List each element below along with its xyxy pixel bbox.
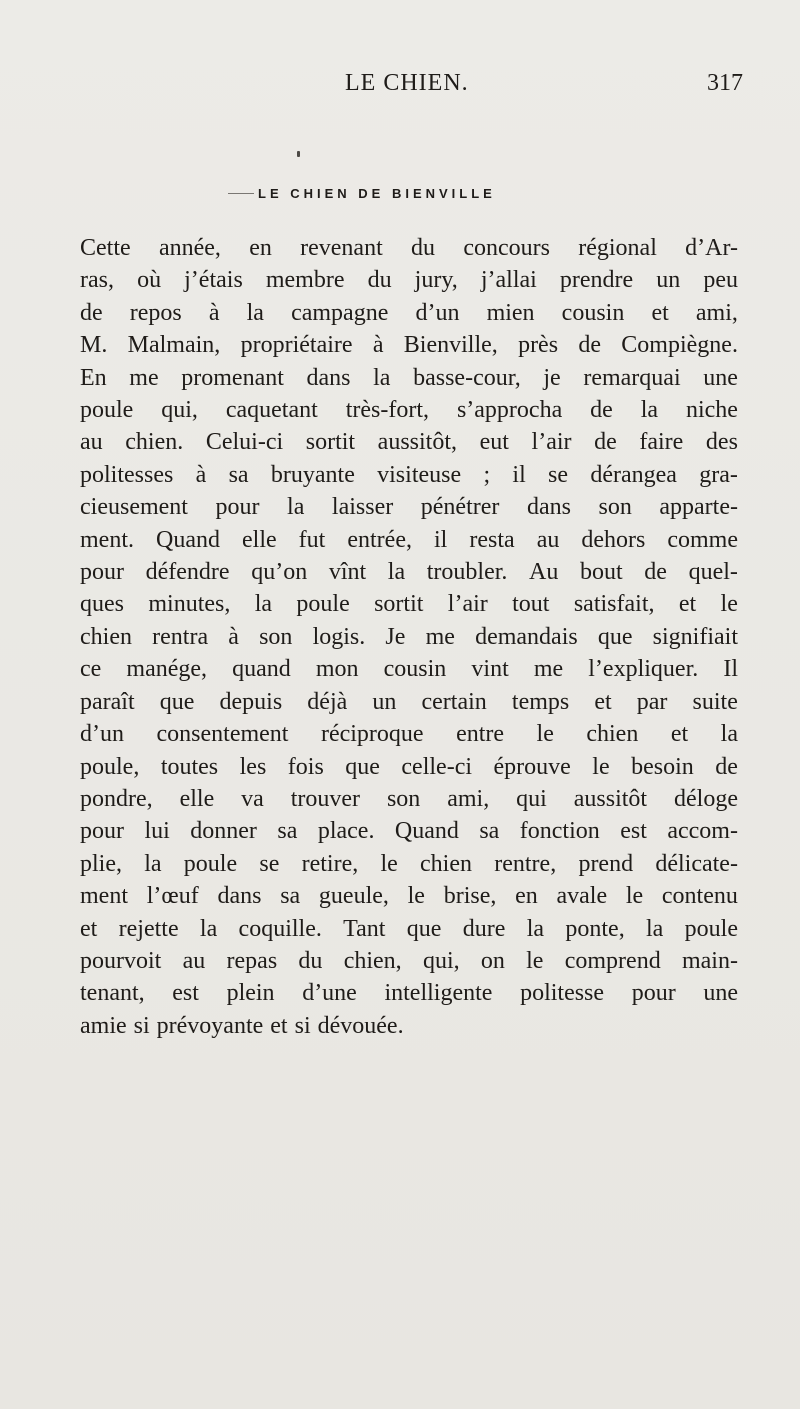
text-line (80, 1010, 738, 1042)
word: que (406, 915, 442, 942)
word: tout (512, 591, 550, 618)
word: vint (471, 656, 509, 683)
word: ques (80, 591, 124, 618)
word: de (578, 332, 601, 359)
word: un (372, 688, 397, 715)
word: dans (526, 494, 571, 521)
word: aussitôt, (377, 429, 458, 456)
word: réciproque (320, 721, 424, 748)
word: comprend (564, 947, 661, 974)
word: concours (463, 235, 550, 261)
word: près (518, 332, 559, 359)
word: peu (703, 267, 738, 294)
word: retire, (301, 850, 359, 877)
word: rejette (118, 915, 179, 942)
word: chien (586, 721, 639, 748)
word: me (129, 364, 159, 391)
word: caquetant (225, 397, 318, 424)
running-title: LE CHIEN. (345, 70, 469, 96)
word: chien (80, 623, 132, 650)
word: sortit (305, 429, 356, 456)
word: consentement (156, 721, 289, 748)
word: tenant, (80, 980, 145, 1007)
word: la (287, 494, 305, 521)
word: Malmain, (127, 332, 221, 359)
word: déloge (674, 785, 738, 812)
word: minutes, (148, 591, 231, 618)
word: satisfait, (573, 591, 655, 618)
word: contenu (661, 883, 738, 910)
word: délicate- (655, 850, 738, 877)
word: le (625, 883, 644, 910)
word: promenant (181, 364, 284, 391)
word: l’air (447, 591, 488, 618)
word: entrée, (347, 526, 412, 553)
word: eut (479, 429, 509, 456)
text-line (80, 621, 738, 653)
word: à (228, 623, 239, 650)
text-line (80, 264, 738, 296)
word: mon (315, 656, 359, 683)
word: que (159, 688, 195, 715)
word: si (294, 1012, 311, 1039)
word: politesse (520, 980, 605, 1007)
word: Bienville, (403, 332, 498, 359)
word: niche (685, 397, 738, 424)
word: manége, (126, 656, 208, 683)
word: le (380, 850, 398, 877)
word: fois (287, 753, 324, 780)
word: Quand (156, 526, 220, 553)
word: la (254, 591, 273, 618)
text-line (80, 459, 738, 491)
running-head (0, 70, 800, 106)
word: au (80, 429, 103, 456)
word: ; (483, 461, 491, 488)
word: la (373, 364, 391, 391)
word: j’étais (184, 267, 243, 294)
word: sa (228, 461, 249, 488)
word: et (678, 591, 697, 618)
word: revenant (300, 235, 383, 261)
word: le (592, 753, 610, 780)
word: dévouée. (317, 1012, 404, 1039)
word: prend (578, 850, 634, 877)
text-line (80, 426, 738, 458)
word: basse-cour, (413, 364, 521, 391)
word: où (137, 267, 162, 294)
word: régional (578, 235, 657, 261)
word: plie, (80, 850, 122, 877)
word: faire (639, 429, 684, 456)
word: comme (667, 526, 738, 553)
word: membre (265, 267, 345, 294)
word: du (298, 947, 323, 974)
word: bout (580, 559, 623, 586)
word: la (144, 850, 162, 877)
word: en (515, 883, 538, 910)
page-number: 317 (707, 70, 743, 96)
word: quel- (688, 559, 738, 586)
word: En (80, 364, 107, 391)
text-line (80, 880, 738, 912)
text-line (80, 588, 738, 620)
text-line (80, 297, 738, 329)
word: temps (511, 688, 570, 715)
word: son (259, 623, 293, 650)
word: année, (158, 235, 221, 261)
word: je (543, 364, 561, 391)
word: pénétrer (420, 494, 500, 521)
text-line (80, 977, 738, 1009)
word: du (411, 235, 436, 261)
word: au (182, 947, 206, 974)
word: sa (277, 818, 298, 845)
word: besoin (631, 753, 694, 780)
word: et (270, 1012, 288, 1039)
word: le (407, 883, 425, 910)
word: jury, (414, 267, 458, 294)
word: fonction (519, 818, 600, 845)
word: en (249, 235, 272, 261)
word: son (386, 785, 421, 812)
word: les (239, 753, 267, 780)
word: rentre, (494, 850, 557, 877)
word: ce (80, 656, 102, 683)
text-line (80, 783, 738, 815)
word: et (80, 915, 98, 942)
word: ras, (80, 267, 114, 294)
word: du (367, 267, 392, 294)
word: poule (296, 591, 350, 618)
word: fut (298, 526, 326, 553)
word: cousin (383, 656, 447, 683)
word: chien (420, 850, 472, 877)
word: suite (692, 688, 738, 715)
word: plein (226, 980, 275, 1007)
word: repos (129, 299, 182, 326)
word: me (533, 656, 564, 683)
word: poule (684, 915, 738, 942)
word: gra- (699, 461, 738, 488)
word: pour (631, 980, 676, 1007)
text-line (80, 945, 738, 977)
ink-dash (228, 193, 254, 194)
word: à (195, 461, 207, 488)
word: place. (317, 818, 375, 845)
word: par (636, 688, 668, 715)
word: de (644, 559, 667, 586)
word: sortit (374, 591, 424, 618)
word: resta (469, 526, 515, 553)
word: rentra (152, 623, 209, 650)
word: repas (226, 947, 278, 974)
word: d’Ar- (685, 235, 738, 261)
word: j’allai (480, 267, 537, 294)
word: Tant (343, 915, 386, 942)
text-line (80, 232, 738, 264)
word: cieusement (80, 494, 188, 521)
word: logis. (312, 623, 366, 650)
word: il (512, 461, 526, 488)
word: la (720, 721, 738, 748)
word: lui (144, 818, 170, 845)
word: amie (80, 1012, 127, 1039)
word: qu’on (251, 559, 308, 586)
ink-speck (297, 151, 300, 157)
text-line (80, 394, 738, 426)
word: dans (217, 883, 262, 910)
word: quand (232, 656, 291, 683)
word: dehors (581, 526, 646, 553)
word: de (80, 299, 103, 326)
word: laisser (331, 494, 394, 521)
word: un (656, 267, 681, 294)
word: au (536, 526, 560, 553)
word: cousin (561, 299, 625, 326)
word: poule (80, 397, 134, 424)
word: prévoyante (156, 1012, 264, 1039)
word: demandais (475, 623, 578, 650)
word: intelligente (384, 980, 493, 1007)
word: est (620, 818, 647, 845)
word: s’approcha (456, 397, 563, 424)
word: ponte, (565, 915, 625, 942)
word: remarquai (583, 364, 681, 391)
word: l’air (531, 429, 572, 456)
word: sa (479, 818, 500, 845)
text-line (80, 491, 738, 523)
word: troubler. (426, 559, 508, 586)
word: et (594, 688, 612, 715)
word: si (133, 1012, 150, 1039)
word: campagne (291, 299, 389, 326)
word: bruyante (270, 461, 355, 488)
word: le (526, 947, 544, 974)
text-line (80, 524, 738, 556)
word: M. (80, 332, 108, 359)
word: toutes (160, 753, 219, 780)
word: ami, (447, 785, 490, 812)
word: d’une (302, 980, 357, 1007)
text-line (80, 848, 738, 880)
word: propriétaire (240, 332, 353, 359)
word: mien (486, 299, 535, 326)
word: de (590, 397, 613, 424)
text-line (80, 329, 738, 361)
text-line (80, 751, 738, 783)
word: et (670, 721, 689, 748)
word: Il (723, 656, 738, 683)
word: qui, (422, 947, 460, 974)
body-paragraph (80, 232, 738, 1042)
word: on (480, 947, 505, 974)
word: ment (80, 883, 128, 910)
text-line (80, 686, 738, 718)
text-line (80, 653, 738, 685)
word: va (241, 785, 264, 812)
word: défendre (145, 559, 230, 586)
word: pour (80, 559, 124, 586)
section-title: LE CHIEN DE BIENVILLE (258, 186, 496, 201)
word: Je (385, 623, 406, 650)
word: poule (183, 850, 238, 877)
word: que (345, 753, 380, 780)
word: certain (421, 688, 487, 715)
word: avale (556, 883, 608, 910)
word: à (372, 332, 384, 359)
word: le (536, 721, 554, 748)
word: aussitôt (573, 785, 648, 812)
word: la (640, 397, 659, 424)
word: main- (681, 947, 738, 974)
word: dérangea (590, 461, 677, 488)
word: la (199, 915, 218, 942)
word: l’expliquer. (588, 656, 699, 683)
word: politesses (80, 461, 174, 488)
text-line (80, 913, 738, 945)
word: il (434, 526, 448, 553)
word: dans (306, 364, 351, 391)
text-line (80, 556, 738, 588)
word: ment. (80, 526, 134, 553)
word: déjà (307, 688, 348, 715)
word: d’un (415, 299, 460, 326)
word: la (387, 559, 406, 586)
word: prendre (559, 267, 634, 294)
word: Compiègne. (621, 332, 738, 359)
word: dure (462, 915, 506, 942)
word: entre (456, 721, 505, 748)
word: ami, (695, 299, 738, 326)
word: accom- (667, 818, 738, 845)
word: trouver (290, 785, 361, 812)
word: poule, (80, 753, 140, 780)
word: chien. (125, 429, 184, 456)
word: pour (215, 494, 260, 521)
word: Cette (80, 235, 131, 261)
word: son (598, 494, 632, 521)
word: visiteuse (377, 461, 462, 488)
word: pondre, (80, 785, 153, 812)
word: Celui-ci (205, 429, 284, 456)
text-line (80, 718, 738, 750)
text-line (80, 362, 738, 394)
word: et (651, 299, 669, 326)
word: elle (179, 785, 215, 812)
word: éprouve (493, 753, 571, 780)
word: la (526, 915, 545, 942)
word: la (246, 299, 264, 326)
word: Au (529, 559, 559, 586)
word: très-fort, (345, 397, 430, 424)
word: signifiait (652, 623, 738, 650)
word: apparte- (659, 494, 738, 521)
word: de (594, 429, 617, 456)
word: des (705, 429, 738, 456)
word: donner (190, 818, 257, 845)
word: Quand (394, 818, 459, 845)
word: qui, (161, 397, 198, 424)
word: qui (516, 785, 547, 812)
word: se (548, 461, 569, 488)
word: l’œuf (146, 883, 199, 910)
word: pourvoit (80, 947, 162, 974)
word: une (703, 980, 738, 1007)
text-line (80, 815, 738, 847)
word: coquille. (238, 915, 322, 942)
word: pour (80, 818, 124, 845)
word: est (172, 980, 199, 1007)
word: me (425, 623, 455, 650)
word: paraît (80, 688, 135, 715)
word: se (259, 850, 280, 877)
word: depuis (219, 688, 283, 715)
word: de (715, 753, 738, 780)
word: celle-ci (401, 753, 473, 780)
word: d’un (80, 721, 124, 748)
word: une (703, 364, 738, 391)
word: vînt (328, 559, 367, 586)
word: elle (242, 526, 277, 553)
word: brise, (443, 883, 497, 910)
word: à (208, 299, 220, 326)
word: chien, (343, 947, 402, 974)
word: gueule, (318, 883, 389, 910)
word: sa (280, 883, 301, 910)
word: le (720, 591, 738, 618)
word: que (597, 623, 633, 650)
word: la (646, 915, 664, 942)
